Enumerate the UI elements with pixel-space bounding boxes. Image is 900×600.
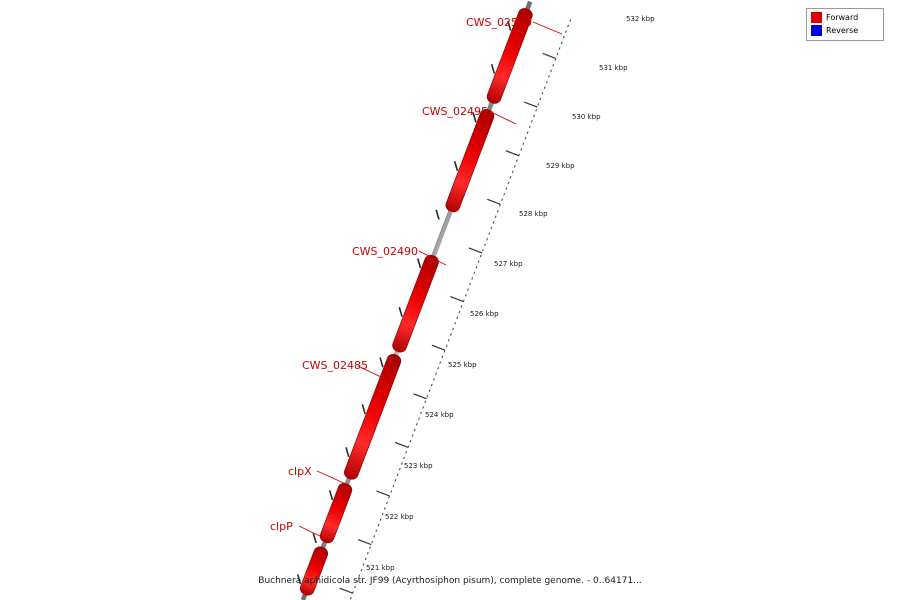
sequence-caption: Buchnera aphidicola str. JF99 (Acyrthosiphon pisum), complete genome. - 0..64171...	[258, 576, 642, 586]
legend-item-forward	[811, 12, 879, 23]
gene-label-CWS_02485[interactable]: CWS_02485	[302, 359, 369, 372]
ruler-label-528: 528 kbp	[519, 210, 548, 218]
reverse-strand-swatch	[811, 25, 822, 36]
ruler-label-521: 521 kbp	[366, 564, 395, 572]
coordinate-ruler	[331, 12, 571, 600]
gene-feature-clpP[interactable]	[299, 545, 330, 597]
legend-label-reverse: Reverse	[826, 26, 859, 35]
ruler-label-530: 530 kbp	[572, 113, 601, 121]
gene-label-clpP[interactable]: clpP	[270, 520, 293, 533]
gene-features[interactable]	[299, 7, 534, 597]
gene-feature-CWS_02495[interactable]	[444, 108, 495, 214]
strand-legend	[806, 8, 884, 41]
ruler-label-524: 524 kbp	[425, 411, 454, 419]
gene-label-clpX[interactable]: clpX	[288, 465, 312, 478]
legend-item-reverse	[811, 25, 879, 36]
ruler-label-523: 523 kbp	[404, 462, 433, 470]
ruler-label-532: 532 kbp	[626, 15, 655, 23]
ruler-label-529: 529 kbp	[546, 162, 575, 170]
gene-feature-CWS_02490[interactable]	[391, 253, 440, 353]
gene-label-CWS_02490[interactable]: CWS_02490	[352, 245, 419, 258]
legend-label-forward: Forward	[826, 13, 859, 22]
ruler-label-522: 522 kbp	[385, 513, 414, 521]
gene-label-CWS_02495[interactable]: CWS_02495	[422, 105, 489, 118]
ruler-label-525: 525 kbp	[448, 361, 477, 369]
forward-strand-swatch	[811, 12, 822, 23]
gene-label-CWS_02500[interactable]: CWS_02500	[466, 16, 533, 29]
leader-line-clpX	[317, 471, 346, 484]
ruler-label-527: 527 kbp	[494, 260, 523, 268]
ruler-label-531: 531 kbp	[599, 64, 628, 72]
gene-feature-clpX[interactable]	[318, 482, 353, 545]
ruler-label-526: 526 kbp	[470, 310, 499, 318]
leader-line-CWS_02500	[533, 22, 562, 34]
